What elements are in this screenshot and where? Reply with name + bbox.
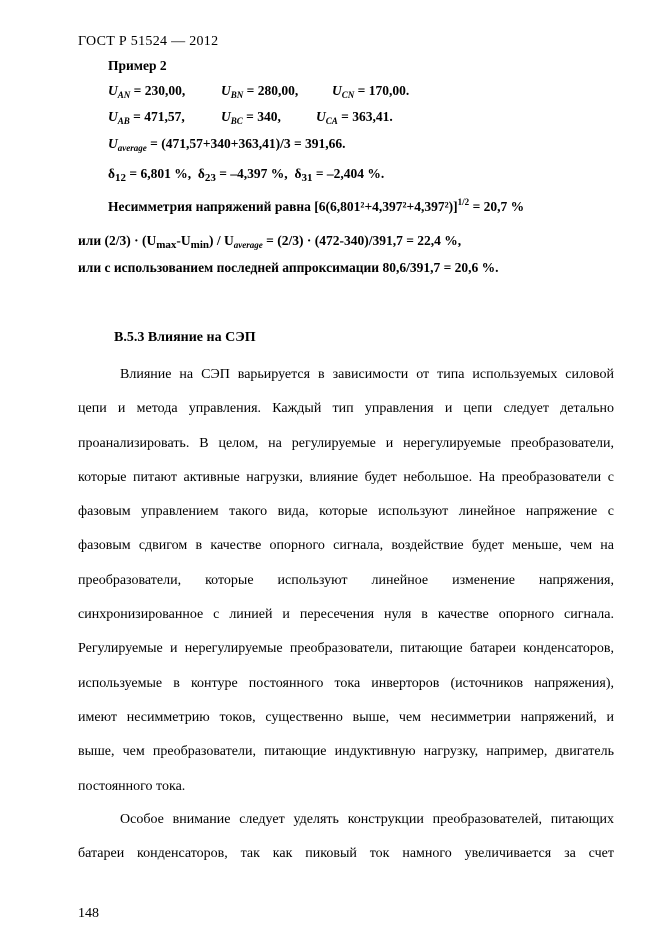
section-heading: В.5.3 Влияние на СЭП bbox=[114, 330, 256, 345]
paragraph-line: батареи конденсаторов, так как пиковый ток намного увеличивается за счет bbox=[78, 846, 614, 862]
example-line-approximation: или с использованием последней аппроксимации 80,6/391,7 = 20,6 %. bbox=[78, 260, 499, 275]
value-ubc: = 340, bbox=[246, 109, 281, 124]
paragraph-line: Регулируемые и нерегулируемые преобразователи, питающие батареи конденсаторов, bbox=[78, 641, 614, 657]
paragraph-line: Особое внимание следует уделять конструкции преобразователей, питающих bbox=[120, 812, 614, 827]
value-d31: = –2,404 %. bbox=[315, 166, 385, 181]
value-uab: = 471,57, bbox=[133, 109, 185, 124]
example-line-phase-voltages-b: $U_{BN} = 280,00$, bbox=[221, 83, 299, 100]
alternative-result: = (2/3) · (472-340)/391,7 = 22,4 %, bbox=[266, 233, 462, 248]
value-d12: = 6,801 %, bbox=[129, 166, 192, 181]
example-line-average: $U_{average} = (471,57+340+363,41)/3 = 391,66$. bbox=[108, 136, 346, 153]
subscript-average: average bbox=[117, 143, 147, 153]
paragraph-line: фазовым сдвигом в качестве опорного сигнала, воздействие будет меньше, чем на bbox=[78, 538, 614, 554]
paragraph-line: постоянного тока. bbox=[78, 778, 186, 794]
value-ubn: = 280,00, bbox=[246, 83, 299, 98]
paragraph-line: цепи и метода управления. Каждый тип управления и цепи следует детально bbox=[78, 401, 614, 417]
value-uan: = 230,00, bbox=[133, 83, 186, 98]
paragraph-line: выше, чем преобразователи, питающие индуктивную нагрузку, например, двигатель bbox=[78, 744, 614, 760]
paragraph-line: которые питают активные нагрузки, влияние будет небольшое. На преобразователи с bbox=[78, 469, 614, 485]
example-line-unbalance bbox=[108, 199, 524, 215]
paragraph-line: преобразователи, которые используют линейное изменение напряжения, bbox=[78, 572, 614, 588]
example-line-deviations: $\delta_{12} = 6,801$ %, $\delta_{23} = -4,397$ %, $\delta_{31} = -2,404$ %. bbox=[108, 166, 385, 184]
value-average: = (471,57+340+363,41)/3 = 391,66. bbox=[150, 136, 346, 151]
value-d23: = –4,397 %, bbox=[219, 166, 288, 181]
paragraph-line: имеют несимметрию токов, существенно выше, чем несимметрии напряжений, и bbox=[78, 709, 614, 725]
example-line-line-voltages: $U_{AB} = 471,57$, bbox=[108, 109, 185, 126]
value-uca: = 363,41. bbox=[341, 109, 393, 124]
paragraph-impact bbox=[78, 358, 614, 804]
unbalance-text: Несимметрия напряжений равна [6(6,801²+4,397²+4,397²)] bbox=[108, 199, 458, 214]
value-ucn: = 170,00. bbox=[357, 83, 410, 98]
paragraph-line: Влияние на СЭП варьируется в зависимости от типа используемых силовой bbox=[120, 367, 614, 382]
example-line-alternative: или $(2/3) \cdot (U_{max}-U_{min}) / U_{average} = (2/3) \cdot (472-340)/391,7 = 22,4$ %, bbox=[78, 233, 462, 251]
unbalance-exponent: 1/2 bbox=[457, 197, 470, 207]
document-header: ГОСТ Р 51524 — 2012 bbox=[78, 34, 219, 49]
example-line-phase-voltages-c: $U_{CN} = 170,00$. bbox=[332, 83, 410, 100]
paragraph-line: проанализировать. В целом, на регулируемые и нерегулируемые преобразователи, bbox=[78, 435, 614, 451]
example-line-line-voltages-c: $U_{CA} = 363,41$. bbox=[316, 109, 393, 126]
paragraph-line: используемые в контуре постоянного тока инверторов (источников напряжения), bbox=[78, 675, 614, 691]
example-title: Пример 2 bbox=[108, 58, 167, 73]
example-line-line-voltages-b: $U_{BC} = 340$, bbox=[221, 109, 281, 126]
paragraph-line: фазовым управлением такого вида, которые используют линейное напряжение с bbox=[78, 504, 614, 520]
page-number: 148 bbox=[78, 906, 99, 921]
unbalance-result: = 20,7 % bbox=[472, 199, 525, 214]
paragraph-line: синхронизированное с линией и пересечения нуля в качестве опорного сигнала. bbox=[78, 607, 614, 623]
paragraph-special-attention bbox=[78, 803, 614, 872]
example-line-phase-voltages: $U_{AN} = 230,00$, bbox=[108, 83, 186, 100]
